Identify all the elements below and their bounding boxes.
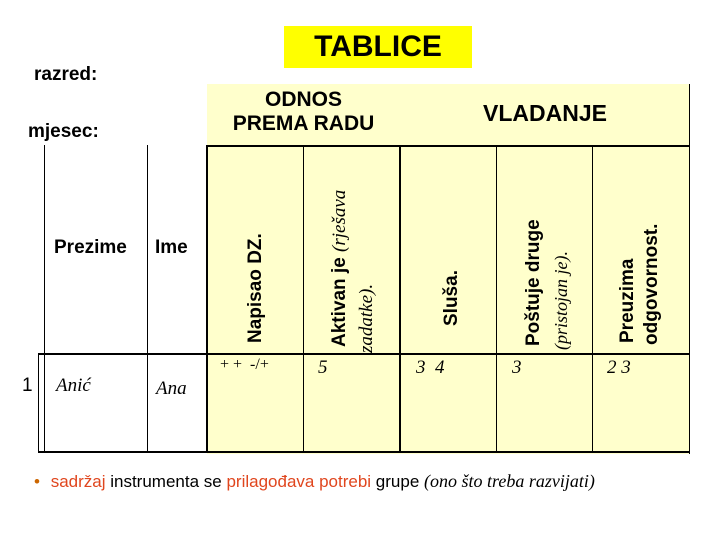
col-header-aktivan-note: zadatke).	[356, 283, 377, 353]
col-header-prezime: Prezime	[54, 237, 127, 258]
bullet-icon: •	[34, 472, 40, 491]
col-header-aktivan: Aktivan je (rješava	[329, 189, 350, 347]
mjesec-label: mjesec:	[28, 121, 99, 142]
col-line-aktivan	[303, 145, 304, 453]
cell-preuzima: 2 3	[607, 357, 631, 378]
table-right-border	[689, 84, 690, 454]
footer-note: • sadržaj instrumenta se prilagođava potrebi grupe (ono što treba razvijati)	[34, 471, 595, 491]
razred-label: razred:	[34, 64, 98, 85]
cell-prezime: Anić	[56, 375, 91, 396]
group-header-vladanje: VLADANJE	[483, 100, 607, 126]
col-line-prezime	[44, 145, 45, 453]
group-header-odnos: ODNOS PREMA RADU	[232, 88, 375, 135]
col-line-preuzima	[592, 145, 593, 453]
col-header-preuzima-2: odgovornost.	[641, 223, 662, 345]
page-title: TABLICE	[284, 26, 472, 68]
col-line-odnos	[206, 145, 208, 453]
col-header-ime: Ime	[155, 237, 188, 258]
table-left-border	[38, 353, 39, 453]
col-line-postuje	[496, 145, 497, 453]
row-number: 1	[22, 375, 33, 396]
header-divider	[207, 145, 690, 147]
cell-ime: Ana	[156, 378, 187, 399]
col-header-postuje: Poštuje druge	[523, 219, 544, 346]
col-line-vladanje	[399, 145, 401, 453]
cell-napisao: + + -/+	[220, 356, 269, 373]
cell-slusa: 3 4	[416, 357, 445, 378]
cell-postuje: 3	[512, 357, 522, 378]
col-header-postuje-note: (pristojan je).	[551, 251, 571, 350]
col-header-slusa: Sluša.	[441, 270, 462, 326]
col-header-napisao: Napisao DZ.	[245, 233, 266, 343]
cell-aktivan: 5	[318, 357, 328, 378]
col-header-preuzima: Preuzima	[617, 258, 638, 343]
col-line-ime	[147, 145, 148, 453]
